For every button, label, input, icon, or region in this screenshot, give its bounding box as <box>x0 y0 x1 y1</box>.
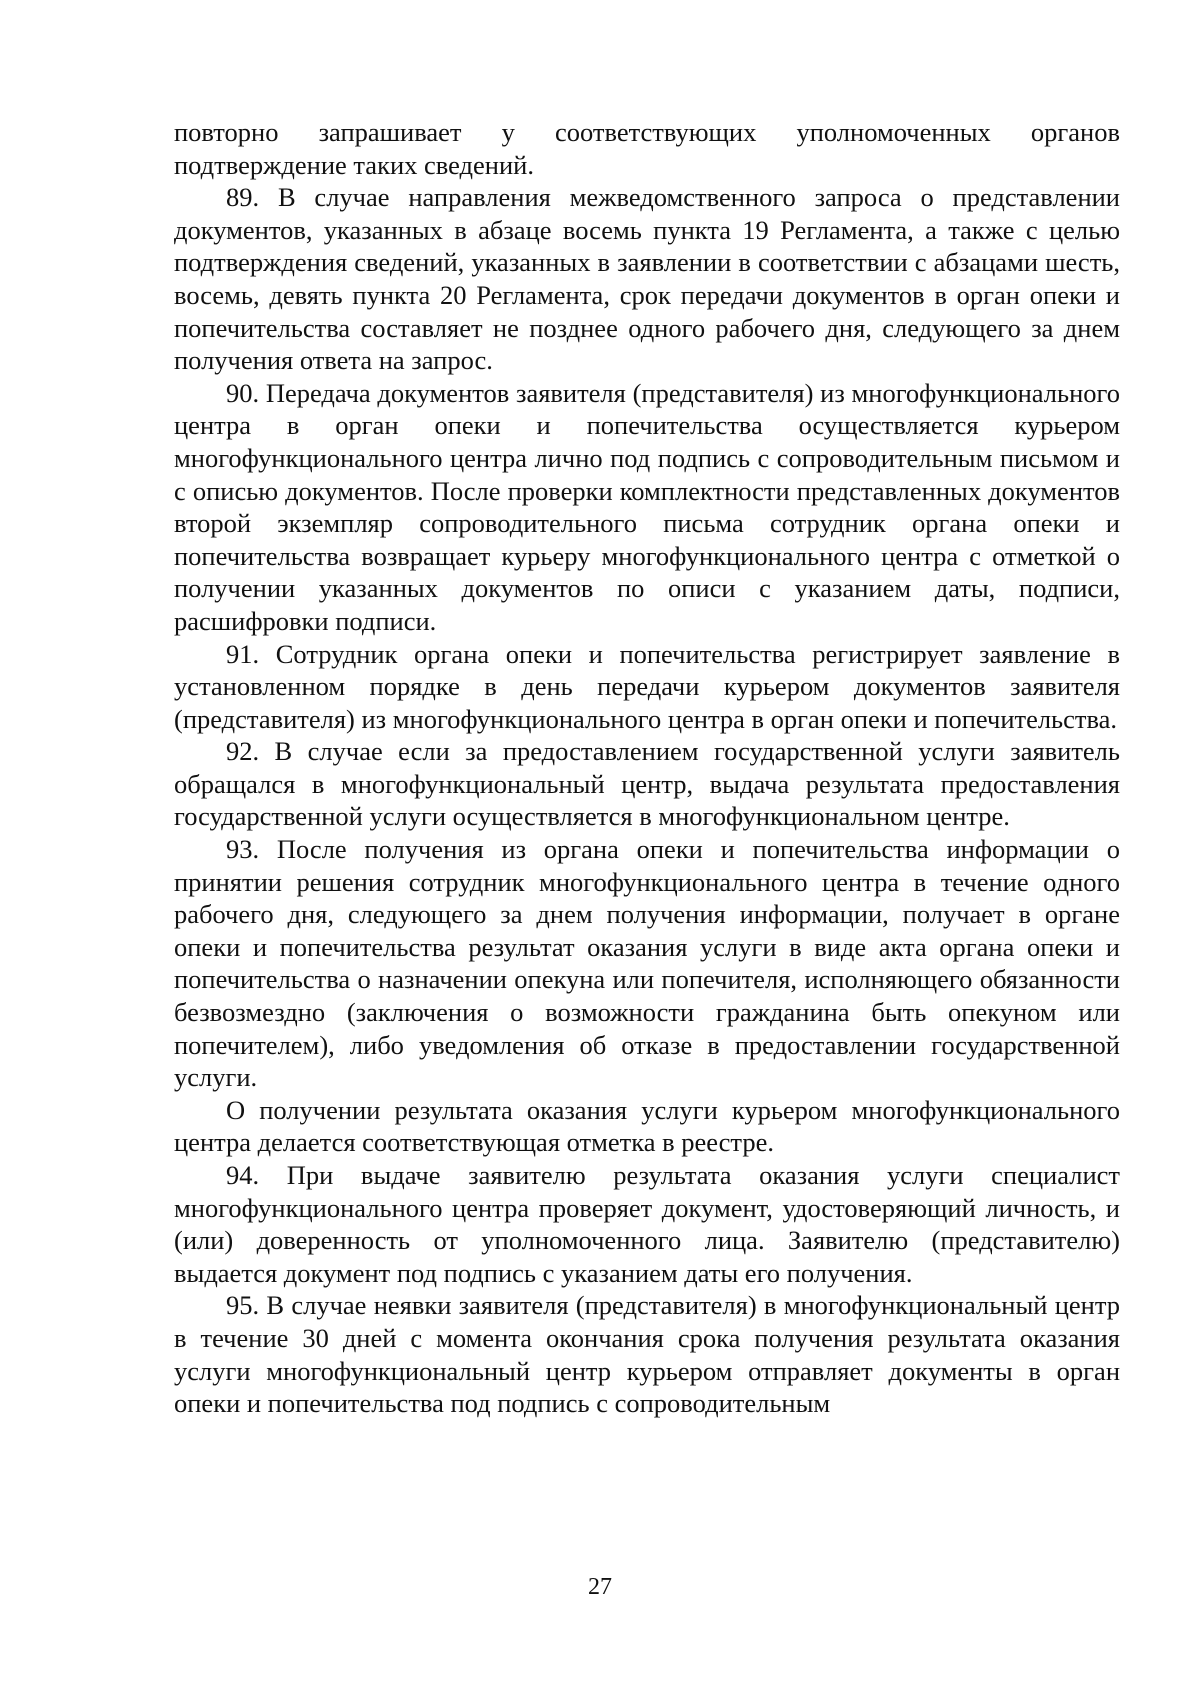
paragraph-91: 91. Сотрудник органа опеки и попечительства регистрирует заявление в установленном порядке в день передачи курьером документов заявителя (представителя) из многофункционального центра в орган опеки и попечительства. <box>174 638 1120 734</box>
paragraph-continuation: повторно запрашивает у соответствующих уполномоченных органов подтверждение таких сведений. <box>174 117 1120 180</box>
paragraph-89: 89. В случае направления межведомственного запроса о представлении документов, указанных в абзаце восемь пункта 19 Регламента, а также с целью подтверждения сведений, указанных в заявлении в соответствии с абзацами шесть, восемь, девять пункта 20 Регламента, срок передачи документов в орган опеки и попечительства составляет не позднее одного рабочего дня, следующего за днем получения ответа на запрос. <box>174 182 1120 376</box>
paragraph-95: 95. В случае неявки заявителя (представителя) в многофункциональный центр в течение 30 дней с момента окончания срока получения результата оказания услуги многофункциональный центр курьером отправляет документы в орган опеки и попечительства под подпись с сопроводительным <box>174 1290 1120 1419</box>
paragraph-90: 90. Передача документов заявителя (представителя) из многофункционального центра в орган опеки и попечительства осуществляется курьером многофункционального центра лично под подпись с сопроводительным письмом и с описью документов. После проверки комплектности представленных документов второй экземпляр сопроводительного письма сотрудник органа опеки и попечительства возвращает курьеру многофункционального центра с отметкой о получении указанных документов по описи с указанием даты, подписи, расшифровки подписи. <box>174 377 1120 636</box>
page-number: 27 <box>588 1574 612 1600</box>
paragraph-92: 92. В случае если за предоставлением государственной услуги заявитель обращался в многофункциональный центр, выдача результата предоставления государственной услуги осуществляется в многофункциональном центре. <box>174 736 1120 832</box>
paragraph-93: 93. После получения из органа опеки и попечительства информации о принятии решения сотрудник многофункционального центра в течение одного рабочего дня, следующего за днем получения информации, получает в органе опеки и попечительства результат оказания услуги в виде акта органа опеки и попечительства о назначении опекуна или попечителя, исполняющего обязанности безвозмездно (заключения о возможности гражданина быть опекуном или попечителем), либо уведомления об отказе в предоставлении государственной услуги. <box>174 834 1120 1093</box>
document-body <box>174 116 1120 1420</box>
paragraph-94: 94. При выдаче заявителю результата оказания услуги специалист многофункционального центра проверяет документ, удостоверяющий личность, и (или) доверенность от уполномоченного лица. Заявителю (представителю) выдается документ под подпись с указанием даты его получения. <box>174 1160 1120 1288</box>
paragraph-93-note: О получении результата оказания услуги курьером многофункционального центра делается соответствующая отметка в реестре. <box>174 1094 1120 1158</box>
